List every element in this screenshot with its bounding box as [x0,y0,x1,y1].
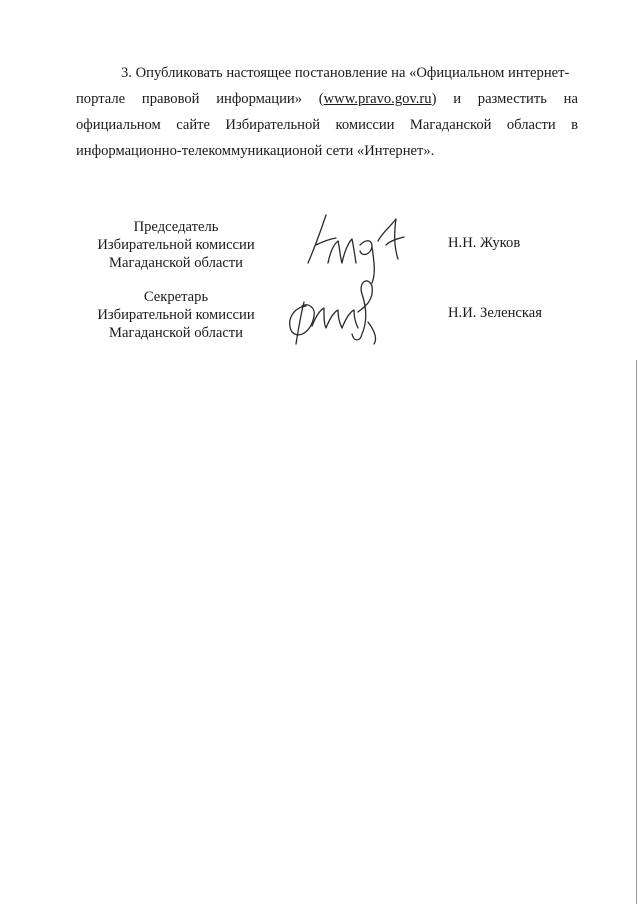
chairman-name: Н.Н. Жуков [448,235,521,251]
word: области [506,117,556,133]
word: Избирательной [225,117,321,133]
secretary-title-line: Избирательной комиссии [97,307,255,323]
secretary-name: Н.И. Зеленская [448,305,542,321]
word: и [453,91,462,107]
word: официальном [76,117,161,133]
secretary-title-block [76,288,276,342]
word: разместить [477,91,547,107]
word: в [571,117,578,133]
word: на [563,91,578,107]
paragraph-line-2 [76,86,578,112]
word: портале [76,91,126,107]
word: правовой [141,91,200,107]
paragraph-line-4: информационно-телекоммуникационой сети «Интернет». [76,143,435,159]
secretary-signature [282,272,392,352]
secretary-title-line: Секретарь [143,289,209,305]
chairman-title-block [76,218,276,272]
page-edge-line [636,360,637,904]
word: информации» [216,91,303,107]
chairman-title-line: Магаданской области [109,255,243,271]
pravo-link-text[interactable]: www.pravo.gov.ru [323,91,432,107]
word: комиссии [335,117,395,133]
chairman-title-line: Избирательной комиссии [97,237,255,253]
word: сайте [176,117,211,133]
paragraph-line-1: 3. Опубликовать настоящее постановление на «Официальном интернет- [121,65,570,81]
chairman-title-line: Председатель [133,219,219,235]
secretary-title-line: Магаданской области [109,325,243,341]
pravo-link[interactable]: (www.pravo.gov.ru) [318,91,437,107]
paragraph-line-3 [76,112,578,138]
word: Магаданской [409,117,492,133]
publication-paragraph [76,60,578,164]
